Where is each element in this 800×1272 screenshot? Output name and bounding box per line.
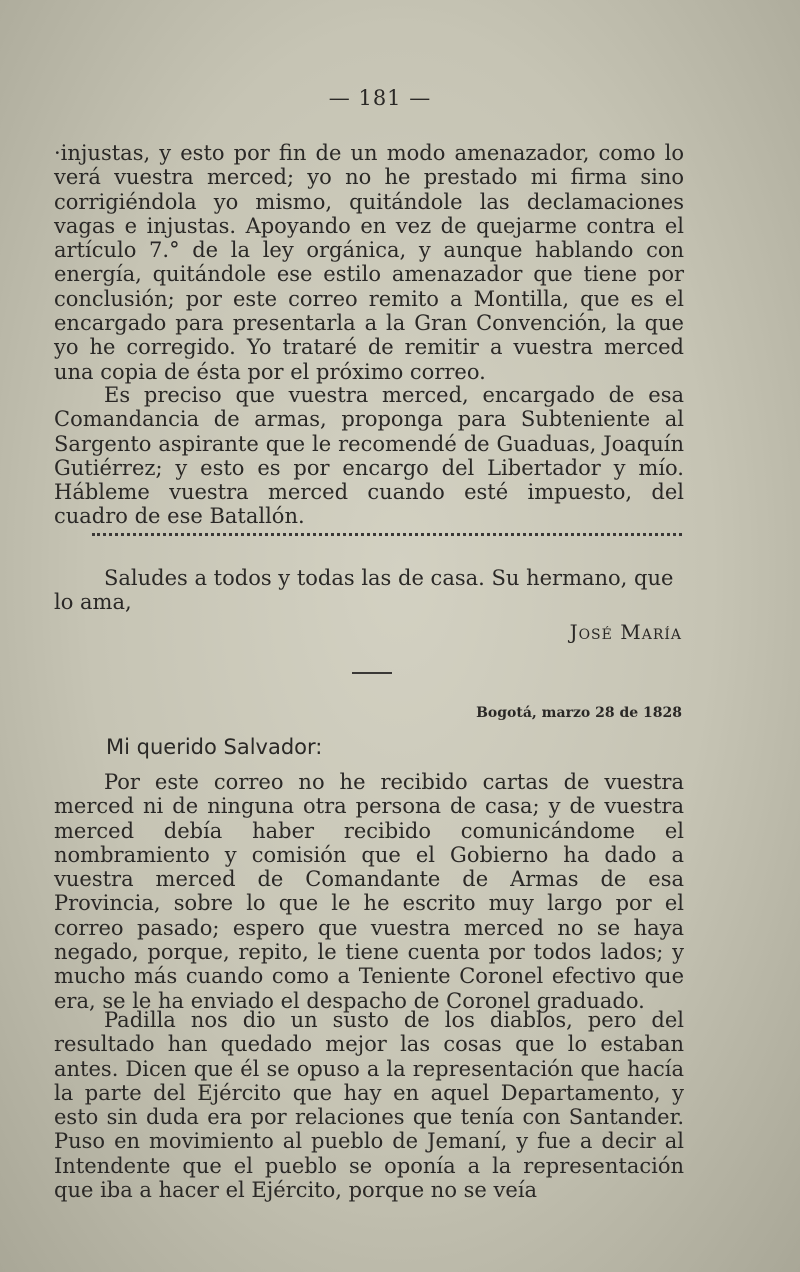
closing-greeting-line-1: Saludes a todos y todas las de casa. Su hermano, que: [104, 566, 674, 590]
paragraph-4: Padilla nos dio un susto de los diablos, pero del resultado han quedado mejor las cosas que lo estaban antes. Dicen que él se opuso a la representación que hacía la parte del Ejército que hay en aquel Departamento, y esto sin duda era por relaciones que tenía con Santander. Puso en movimiento al pueblo de Jemaní, y fue a decir al Intendente que el pueblo se oponía a la representación que iba a hacer el Ejército, porque no se veía: [54, 1008, 684, 1203]
closing-greeting-line-2: lo ama,: [54, 590, 132, 615]
paragraph-3: Por este correo no he recibido cartas de vuestra merced ni de ninguna otra persona de casa; y de vuestra merced debía haber recibido comunicándome el nombramiento y comisión que el Gobierno ha dado a vuestra merced de Comandante de Armas de esa Provincia, sobre lo que le he escrito muy largo por el correo pasado; espero que vuestra merced no se haya negado, porque, repito, le tiene cuenta por todos lados; y mucho más cuando como a Teniente Coronel efectivo que era, se le ha enviado el despacho de Coronel graduado.: [54, 770, 684, 1013]
signature: José María: [569, 620, 682, 644]
closing-greeting: [54, 566, 684, 615]
dateline: Bogotá, marzo 28 de 1828: [476, 705, 682, 721]
paragraph-2: Es preciso que vuestra merced, encargado de esa Comandancia de armas, proponga para Subteniente al Sargento aspirante que le recomendé de Guaduas, Joaquín Gutiérrez; y esto es por encargo del Libertador y mío. Hábleme vuestra merced cuando esté impuesto, del cuadro de ese Batallón.: [54, 383, 684, 529]
salutation: Mi querido Salvador:: [106, 735, 323, 759]
page-number: — 181 —: [328, 86, 432, 110]
dotted-separator: [92, 533, 682, 536]
letter-divider: [352, 672, 392, 674]
paragraph-1: ·injustas, y esto por fin de un modo amenazador, como lo verá vuestra merced; yo no he prestado mi firma sino corrigiéndola yo mismo, quitándole las declamaciones vagas e injustas. Apoyando en vez de quejarme contra el artículo 7.° de la ley orgánica, y aunque hablando con energía, quitándole ese estilo amenazador que tiene por conclusión; por este correo remito a Montilla, que es el encargado para presentarla a la Gran Convención, la que yo he corregido. Yo trataré de remitir a vuestra merced una copia de ésta por el próximo correo.: [54, 141, 684, 384]
